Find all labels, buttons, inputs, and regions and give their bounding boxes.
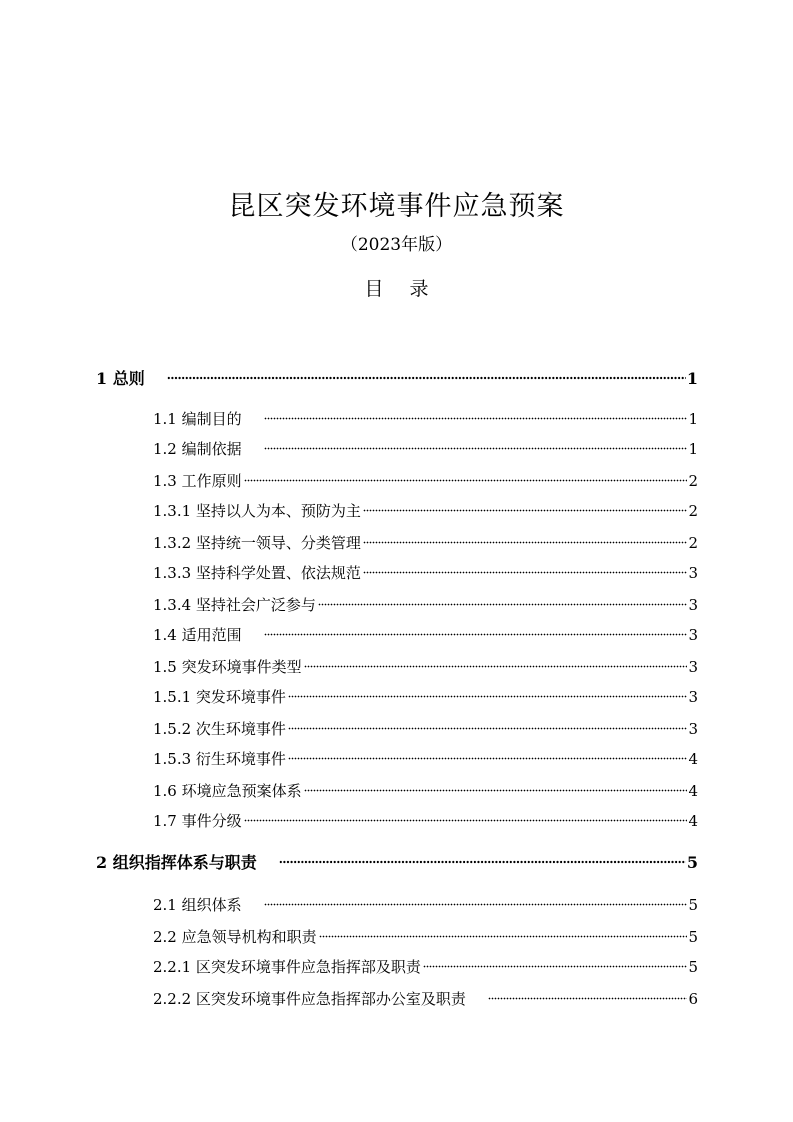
toc-page-number: 2: [688, 502, 698, 520]
toc-page-number: 1: [686, 369, 698, 388]
toc-dot-leader: [304, 772, 688, 796]
toc-section-entry[interactable]: [153, 648, 698, 676]
toc-entry-label: 1.3.2 坚持统一领导、分类管理: [153, 534, 361, 552]
toc-entry-label: 1.1 编制目的: [153, 410, 242, 428]
document-subtitle: （2023年版）: [340, 235, 453, 255]
toc-section-entry[interactable]: [153, 616, 698, 644]
toc-dot-leader: [288, 740, 688, 764]
toc-entry-label: 1.3.4 坚持社会广泛参与: [153, 596, 316, 614]
toc-entry-label: 2.2 应急领导机构和职责: [153, 928, 317, 946]
toc-dot-leader: [244, 802, 688, 826]
toc-dot-leader: [244, 462, 688, 486]
toc-page-number: 2: [688, 534, 698, 552]
toc-section-entry[interactable]: [153, 524, 698, 552]
toc-entry-label: 1.5.1 突发环境事件: [153, 688, 286, 706]
toc-page-number: 5: [686, 853, 698, 872]
toc-entry-label: 1.2 编制依据: [153, 440, 242, 458]
toc-dot-leader: [288, 678, 688, 702]
toc-entry-label: 1.5.2 次生环境事件: [153, 720, 286, 738]
toc-dot-leader: [264, 616, 688, 640]
toc-entry-label: 1.6 环境应急预案体系: [153, 782, 302, 800]
toc-dot-leader: [363, 524, 688, 548]
toc-page-number: 1: [688, 440, 698, 458]
toc-dot-leader: [363, 492, 688, 516]
toc-section-entry[interactable]: [153, 492, 698, 520]
document-title: 昆区突发环境事件应急预案: [228, 191, 565, 222]
toc-dot-leader: [304, 648, 688, 672]
toc-dot-leader: [319, 918, 688, 942]
toc-entry-label: 1 总则: [96, 369, 145, 388]
toc-entry-label: 1.3.3 坚持科学处置、依法规范: [153, 564, 361, 582]
toc-page-number: 4: [688, 750, 698, 768]
toc-dot-leader: [423, 948, 688, 972]
toc-dot-leader: [167, 360, 686, 384]
toc-dot-leader: [264, 430, 688, 454]
toc-page-number: 5: [688, 896, 698, 914]
toc-dot-leader: [264, 886, 688, 910]
toc-dot-leader: [488, 980, 688, 1004]
toc-page-number: 3: [688, 720, 698, 738]
toc-section-entry[interactable]: [153, 980, 698, 1008]
toc-page-number: 3: [688, 596, 698, 614]
toc-section-entry[interactable]: [153, 948, 698, 976]
toc-entry-label: 2.2.1 区突发环境事件应急指挥部及职责: [153, 958, 421, 976]
toc-dot-leader: [264, 400, 688, 424]
toc-page-number: 3: [688, 626, 698, 644]
toc-page-number: 2: [688, 472, 698, 490]
toc-page-number: 5: [688, 928, 698, 946]
toc-section-entry[interactable]: [153, 918, 698, 946]
toc-section-entry[interactable]: [153, 462, 698, 490]
toc-dot-leader: [279, 844, 686, 868]
toc-page-number: 3: [688, 658, 698, 676]
toc-dot-leader: [363, 554, 688, 578]
toc-dot-leader: [288, 710, 688, 734]
toc-entry-label: 1.5 突发环境事件类型: [153, 658, 302, 676]
toc-entry-label: 1.5.3 衍生环境事件: [153, 750, 286, 768]
toc-entry-label: 1.3 工作原则: [153, 472, 242, 490]
toc-entry-label: 2 组织指挥体系与职责: [96, 853, 257, 872]
toc-heading: 目 录: [364, 278, 439, 300]
toc-section-entry[interactable]: [153, 554, 698, 582]
toc-section-entry[interactable]: [153, 586, 698, 614]
toc-page-number: 6: [688, 990, 698, 1008]
toc-entry-label: 2.1 组织体系: [153, 896, 242, 914]
toc-entry-label: 1.3.1 坚持以人为本、预防为主: [153, 502, 361, 520]
toc-section-entry[interactable]: [153, 886, 698, 914]
toc-entry-label: 1.4 适用范围: [153, 626, 242, 644]
toc-chapter-entry[interactable]: [96, 844, 698, 872]
toc-page-number: 4: [688, 782, 698, 800]
toc-chapter-entry[interactable]: [96, 360, 698, 388]
toc-section-entry[interactable]: [153, 678, 698, 706]
toc-section-entry[interactable]: [153, 772, 698, 800]
toc-page-number: 3: [688, 688, 698, 706]
toc-entry-label: 1.7 事件分级: [153, 812, 242, 830]
toc-page-number: 4: [688, 812, 698, 830]
toc-page-number: 1: [688, 410, 698, 428]
toc-page-number: 5: [688, 958, 698, 976]
toc-page-number: 3: [688, 564, 698, 582]
toc-section-entry[interactable]: [153, 430, 698, 458]
toc-section-entry[interactable]: [153, 710, 698, 738]
toc-dot-leader: [318, 586, 688, 610]
toc-section-entry[interactable]: [153, 740, 698, 768]
toc-section-entry[interactable]: [153, 400, 698, 428]
toc-section-entry[interactable]: [153, 802, 698, 830]
toc-entry-label: 2.2.2 区突发环境事件应急指挥部办公室及职责: [153, 990, 466, 1008]
